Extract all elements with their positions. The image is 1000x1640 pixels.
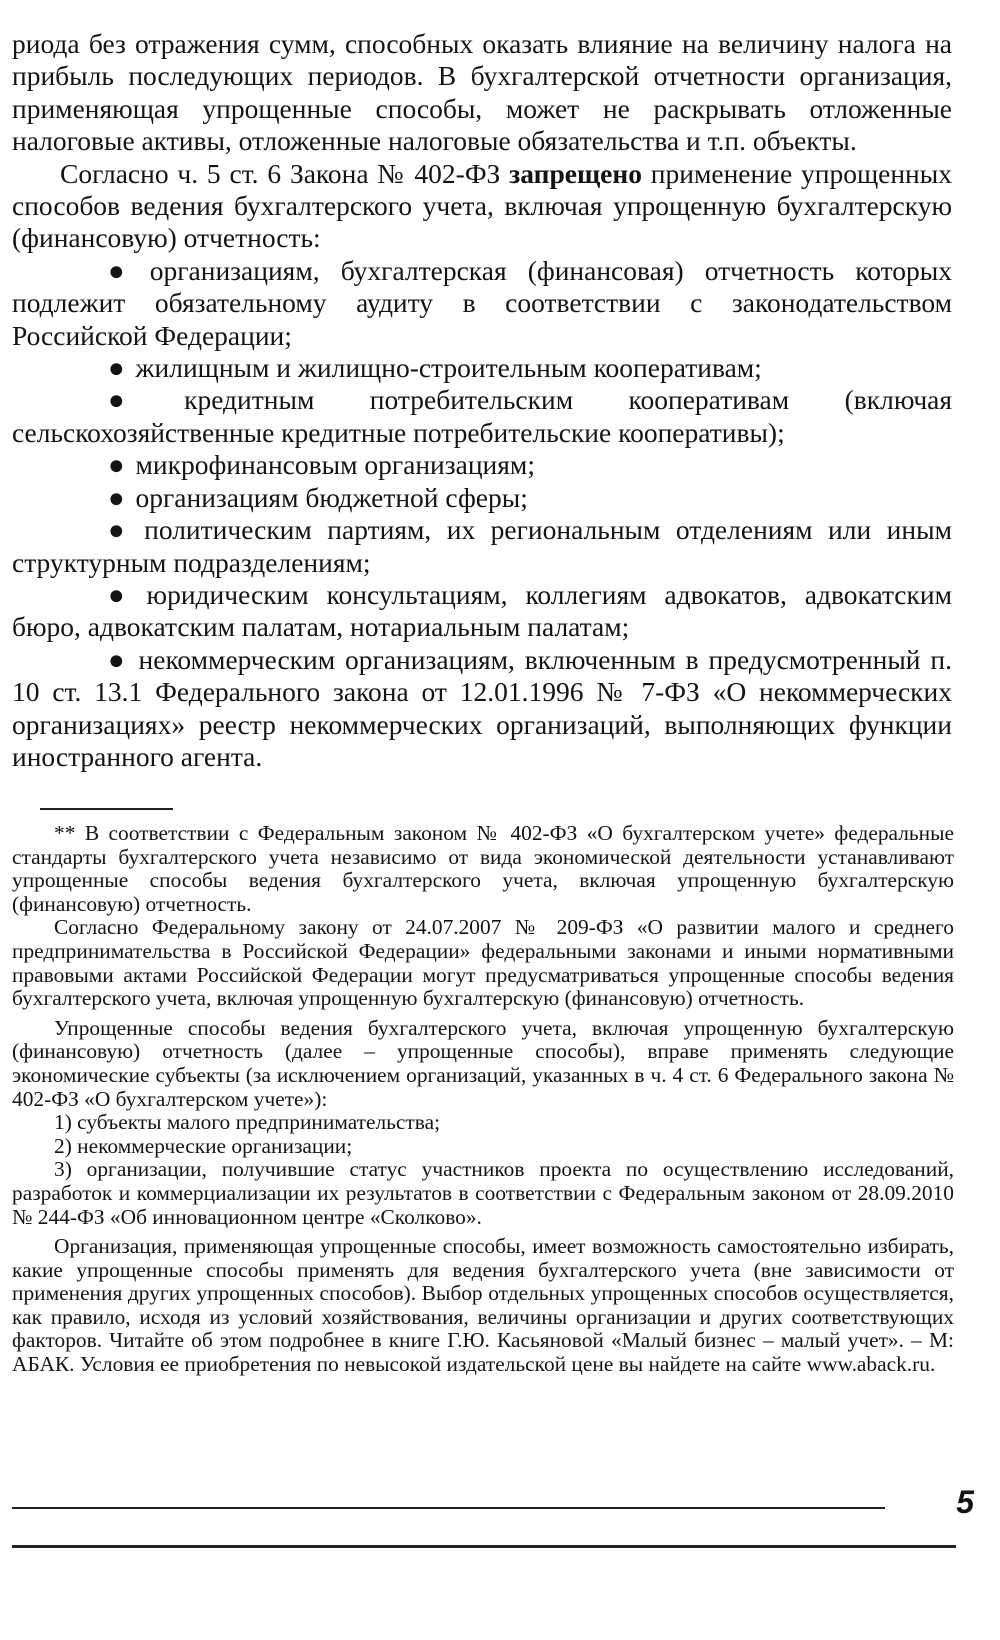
bullet-text: организациям бюджетной сферы;: [135, 481, 528, 513]
page-number: 5: [956, 1484, 974, 1520]
bullet-text: некоммерческим организациям, включенным в предусмотренный п. 10 ст. 13.1 Федерального закона от 12.01.1996 № 7-ФЗ «О некоммерческих организациях» реестр некоммерческих организаций, выполняющих функции иностранного агента.: [12, 643, 953, 772]
bullet-icon: ●: [108, 578, 125, 610]
bullet-icon: ●: [108, 449, 125, 481]
bullet-text: юридическим консультациям, коллегиям адвокатов, адвокатским бюро, адвокатским палатам, нотариальным палатам;: [12, 578, 952, 643]
footnote-paragraph: Согласно Федеральному закону от 24.07.2007 № 209-ФЗ «О развитии малого и среднего предпринимательства в Российской Федерации» федеральными законами и иными нормативными правовыми актами Российской Федерации могут предусматриваться упрощенные способы ведения бухгалтерского учета, включая упрощенную бухгалтерскую (финансовую) отчетность.: [12, 915, 954, 1011]
page-bottom-rule: [12, 1507, 885, 1509]
bullet-icon: ●: [108, 481, 125, 513]
paragraph-continuation: риода без отражения сумм, способных оказать влияние на величину налога на прибыль последующих периодов. В бухгалтерской отчетности организация, применяющая упрощенные способы, может не раскрывать отложенные налоговые активы, отложенные налоговые обязательства и т.п. объекты.: [12, 28, 952, 157]
bullet-item: [12, 579, 952, 644]
bullet-item: [12, 255, 952, 352]
footnote-list-item: 2) некоммерческие организации;: [54, 1133, 353, 1158]
paragraph-prohibition-end: применение упрощенных способов ведения бухгалтерского учета, включая упрощенную бухгалтерскую (финансовую) отчетность:: [12, 157, 952, 254]
emphasis-prohibited: запрещено: [509, 157, 642, 189]
bullet-item: [12, 449, 952, 481]
bullet-text: жилищным и жилищно-строительным кооперативам;: [135, 352, 762, 384]
bullet-item: [12, 644, 952, 774]
bullet-text: организациям, бухгалтерская (финансовая) отчетность которых подлежит обязательному аудиту в соответствии с законодательством Российской Федерации;: [12, 254, 952, 351]
footnote-paragraph: Организация, применяющая упрощенные способы, имеет возможность самостоятельно избирать, какие упрощенные способы применять для ведения бухгалтерского учета (вне зависимости от применения других упрощенных способов). Выбор отдельных упрощенных способов осуществляется, как правило, исходя из условий хозяйствования, величины организации и других соответствующих факторов. Читайте об этом подробнее в книге Г.Ю. Касьяновой «Малый бизнес – малый учет». – М: АБАК. Условия ее приобретения по невысокой издательской цене вы найдете на сайте www.aback.ru.: [12, 1234, 954, 1377]
footnote-list-item: 3) организации, получившие статус участников проекта по осуществлению исследований, разработок и коммерциализации их результатов в соответствии с Федеральным законом от 28.09.2010 № 244-ФЗ «Об инновационном центре «Сколково».: [12, 1157, 954, 1229]
bullet-item: [12, 482, 952, 514]
bullet-icon: ●: [108, 384, 125, 416]
bullet-text: кредитным потребительским кооперативам (включая сельскохозяйственные кредитные потребительские кооперативы);: [12, 384, 953, 448]
bullet-text: микрофинансовым организациям;: [135, 449, 535, 481]
paragraph-prohibition-start: Согласно ч. 5 ст. 6 Закона № 402-ФЗ: [60, 157, 510, 189]
paragraph-prohibition: [12, 158, 952, 255]
footnote-paragraph: Упрощенные способы ведения бухгалтерского учета, включая упрощенную бухгалтерскую (финансовую) отчетность (далее – упрощенные способы), вправе применять следующие экономические субъекты (за исключением организаций, указанных в ч. 4 ст. 6 Федерального закона № 402-ФЗ «О бухгалтерском учете»):: [12, 1015, 954, 1111]
bullet-icon: ●: [108, 352, 125, 384]
footnote-paragraph: ** В соответствии с Федеральным законом № 402-ФЗ «О бухгалтерском учете» федеральные стандарты бухгалтерского учета независимо от вида экономической деятельности устанавливают упрощенные способы ведения бухгалтерского учета, включая упрощенную бухгалтерскую (финансовую) отчетность.: [12, 821, 954, 916]
page-bottom-rule-thick: [12, 1545, 956, 1548]
footnote-block: [12, 822, 954, 1383]
footnote-list-item: 1) субъекты малого предпринимательства;: [54, 1110, 441, 1135]
bullet-icon: ●: [108, 254, 125, 286]
bullet-item: [12, 514, 952, 579]
bullet-item: [12, 384, 952, 449]
bullet-icon: ●: [108, 514, 125, 546]
bullet-text: политическим партиям, их региональным отделениям или иным структурным подразделениям;: [12, 514, 952, 578]
main-text: [12, 28, 952, 773]
bullet-icon: ●: [108, 643, 125, 675]
bullet-item: [12, 352, 952, 384]
footnote-divider: [40, 808, 173, 810]
